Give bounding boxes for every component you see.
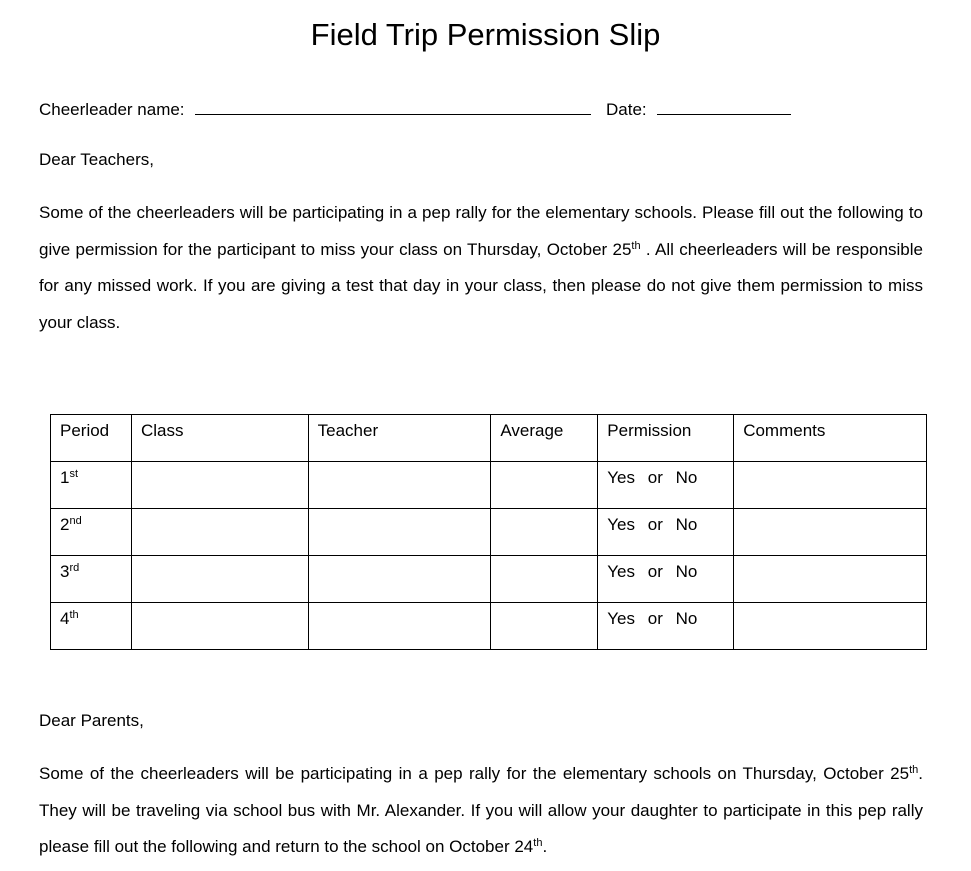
parent-text-1: Some of the cheerleaders will be participating in a pep rally for the elementary schools on Thursday, October 25 — [39, 764, 910, 783]
average-cell[interactable] — [491, 462, 598, 509]
average-cell[interactable] — [491, 509, 598, 556]
class-cell[interactable] — [131, 556, 308, 603]
cheerleader-name-label: Cheerleader name: — [39, 100, 185, 119]
table-row — [51, 556, 927, 603]
table-row — [51, 509, 927, 556]
parent-paragraph — [39, 756, 923, 866]
teacher-paragraph — [39, 195, 923, 342]
parent-text-2: . They will be traveling via school bus with Mr. Alexander. If you will allow your daughter to participate in this pep rally please fill out the following and return to the school on October 24 — [39, 764, 923, 857]
period-cell — [51, 603, 132, 650]
period-number: 4 — [60, 609, 70, 628]
period-suffix: rd — [69, 562, 80, 574]
parent-sup-1: th — [909, 764, 919, 776]
teacher-salutation: Dear Teachers, — [39, 150, 154, 169]
comments-cell[interactable] — [734, 603, 927, 650]
parent-sup-2: th — [533, 837, 543, 850]
permission-cell[interactable]: Yes or No — [598, 603, 734, 650]
cheerleader-name-blank[interactable] — [195, 97, 591, 115]
period-cell — [51, 556, 132, 603]
permission-table — [50, 414, 927, 650]
period-number: 2 — [60, 515, 70, 534]
average-cell[interactable] — [491, 603, 598, 650]
table-header-row — [51, 415, 927, 462]
permission-cell[interactable]: Yes or No — [598, 556, 734, 603]
teacher-cell[interactable] — [308, 556, 491, 603]
average-cell[interactable] — [491, 556, 598, 603]
period-suffix: st — [69, 468, 79, 480]
parent-salutation: Dear Parents, — [39, 711, 144, 730]
header-fields — [39, 97, 791, 120]
period-number: 1 — [60, 468, 70, 487]
table-row — [51, 603, 927, 650]
parent-text-3: . — [542, 837, 548, 857]
period-suffix: th — [69, 609, 79, 621]
column-header-class: Class — [131, 415, 308, 462]
class-cell[interactable] — [131, 603, 308, 650]
column-header-period: Period — [51, 415, 132, 462]
column-header-permission: Permission — [598, 415, 734, 462]
table-row — [51, 462, 927, 509]
column-header-comments: Comments — [734, 415, 927, 462]
class-cell[interactable] — [131, 509, 308, 556]
teacher-text-2: . All cheerleaders will be responsible for any missed work. If you are giving a test that day in your class, then please do not give them permission to miss your class. — [39, 239, 923, 333]
date-label: Date: — [606, 100, 647, 119]
column-header-average: Average — [491, 415, 598, 462]
teacher-cell[interactable] — [308, 603, 491, 650]
teacher-cell[interactable] — [308, 462, 491, 509]
period-suffix: nd — [69, 515, 82, 527]
teacher-sup-1: th — [631, 239, 641, 252]
permission-cell[interactable]: Yes or No — [598, 509, 734, 556]
teacher-cell[interactable] — [308, 509, 491, 556]
period-number: 3 — [60, 562, 70, 581]
period-cell — [51, 462, 132, 509]
permission-cell[interactable]: Yes or No — [598, 462, 734, 509]
comments-cell[interactable] — [734, 556, 927, 603]
teacher-text-1: Some of the cheerleaders will be participating in a pep rally for the elementary schools. Please fill out the following to give permission for the participant to miss your class on Thursday, October 25 — [39, 203, 923, 259]
class-cell[interactable] — [131, 462, 308, 509]
column-header-teacher: Teacher — [308, 415, 491, 462]
date-blank[interactable] — [657, 97, 791, 115]
period-cell — [51, 509, 132, 556]
page-title: Field Trip Permission Slip — [310, 17, 661, 52]
comments-cell[interactable] — [734, 462, 927, 509]
comments-cell[interactable] — [734, 509, 927, 556]
